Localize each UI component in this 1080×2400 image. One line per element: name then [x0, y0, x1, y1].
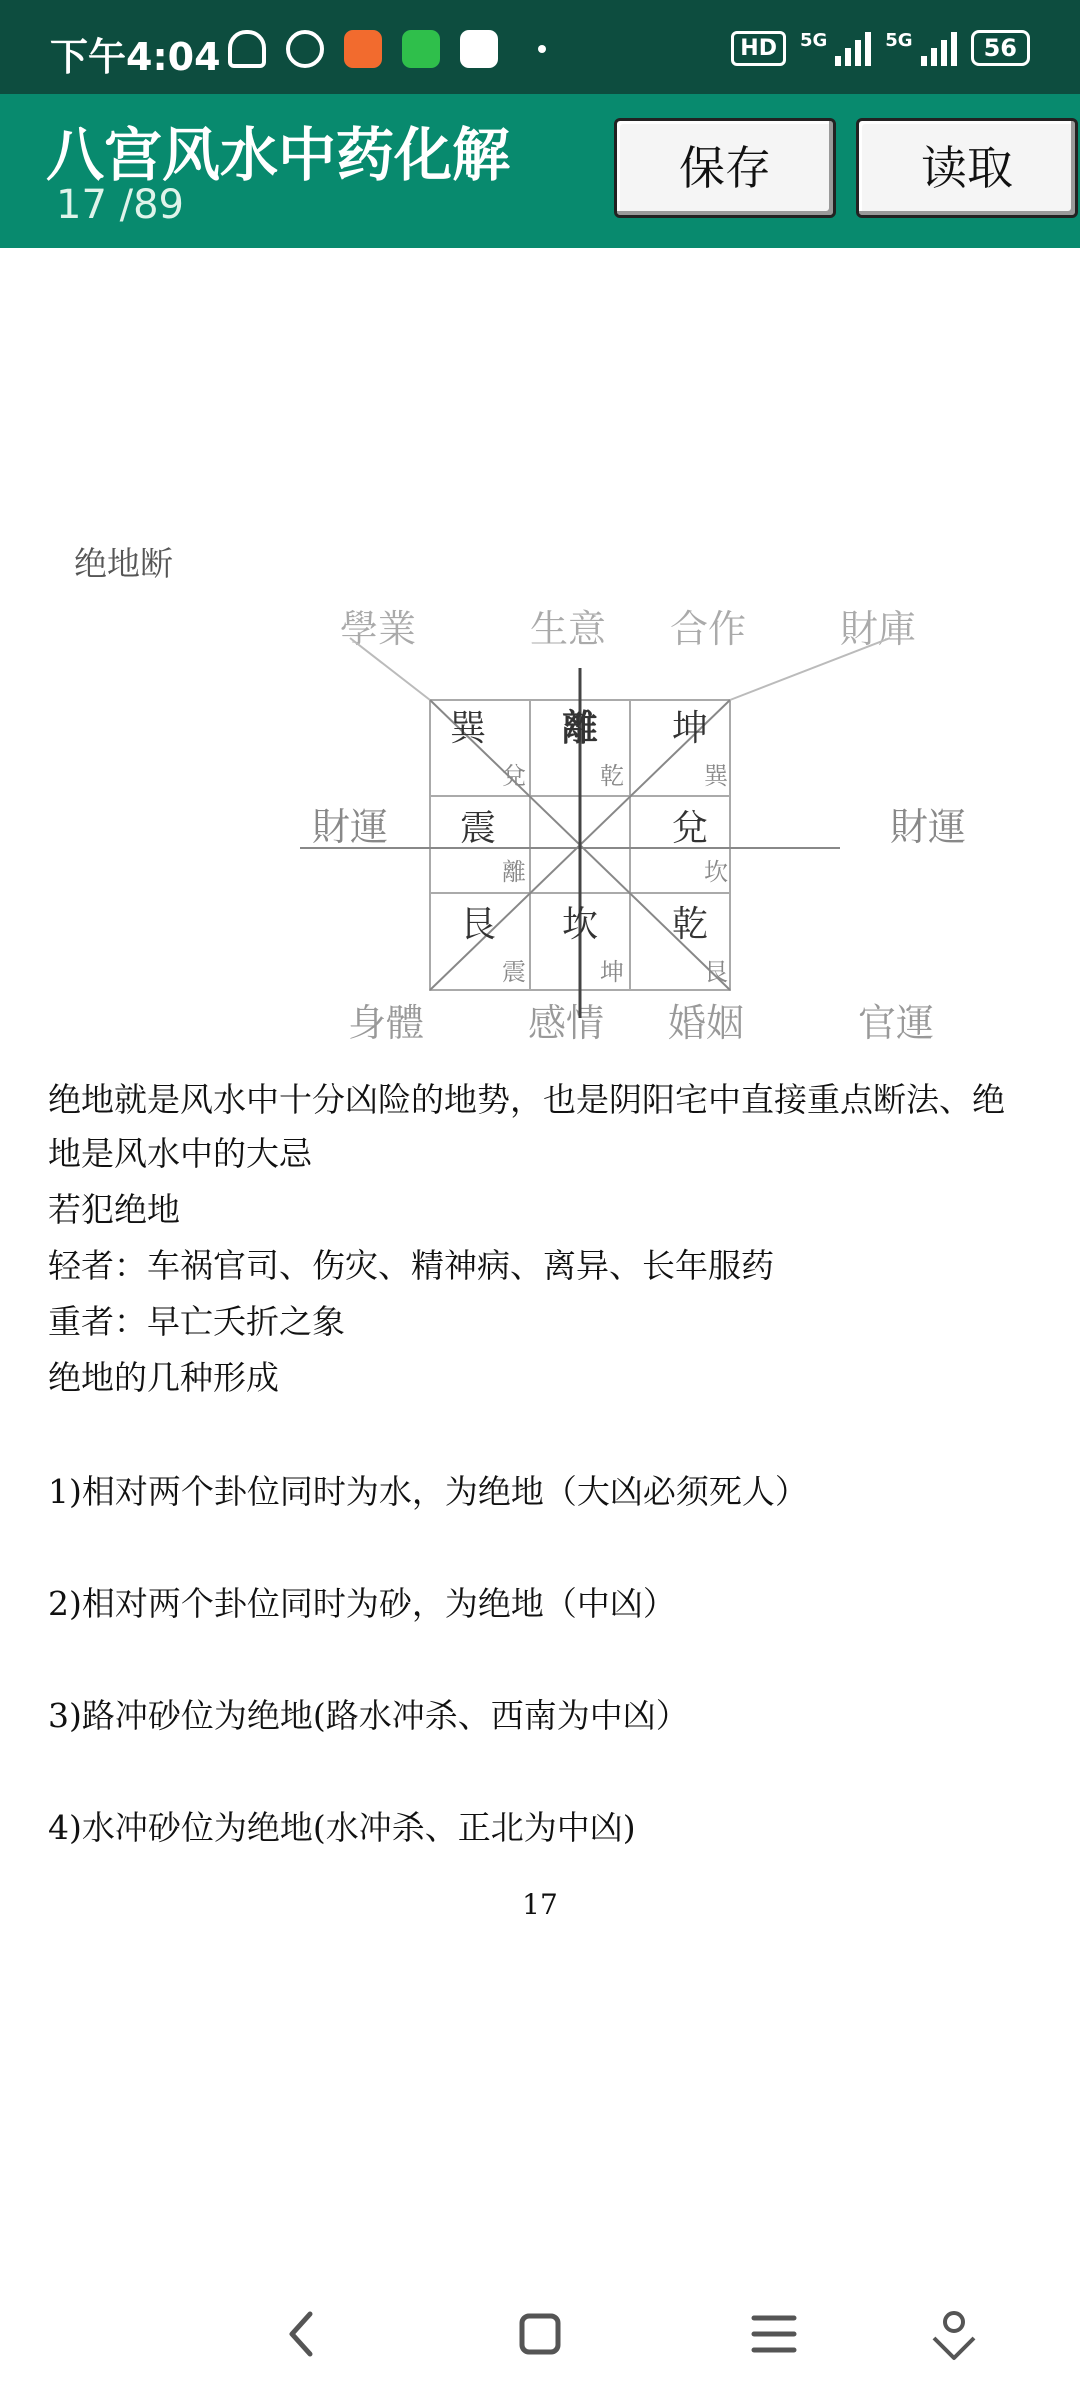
diagram-label: 感情: [528, 1001, 605, 1045]
network-label: 5G: [885, 30, 913, 51]
diagram-label: 身體: [348, 1001, 425, 1045]
cell-sub: 震: [502, 958, 526, 986]
cell-sub: 坎: [704, 858, 728, 886]
nav-bar: [0, 2268, 1080, 2400]
text-line: 轻者：车祸官司、伤灾、精神病、离异、长年服药: [48, 1246, 774, 1285]
text-line: 4)水冲砂位为绝地(水冲杀、正北为中凶): [48, 1808, 636, 1847]
cell-sub: 艮: [704, 958, 728, 986]
status-icons: [228, 30, 546, 68]
text-line: 3)路冲砂位为绝地(路水冲杀、西南为中凶）: [48, 1696, 689, 1735]
battery-icon: 56: [971, 30, 1030, 66]
alarm-icon: [286, 30, 324, 68]
cell-sub: 乾: [600, 762, 624, 790]
cell-main: 乾: [672, 904, 709, 945]
save-button[interactable]: 保存: [614, 118, 836, 218]
document-page[interactable]: [0, 248, 1080, 2268]
diagram-label: 官運: [858, 1001, 935, 1045]
text-line: 地是风水中的大忌: [48, 1134, 312, 1173]
back-icon[interactable]: [272, 2304, 332, 2364]
status-time: 下午4:04: [50, 35, 221, 79]
section-heading: 绝地断: [74, 544, 173, 583]
cell-main: 艮: [460, 904, 497, 945]
cell-sub: 離: [502, 858, 526, 886]
cell-main: 離: [562, 708, 599, 749]
load-button[interactable]: 读取: [856, 118, 1078, 218]
text-line: 2)相对两个卦位同时为砂，为绝地（中凶）: [48, 1584, 676, 1623]
network-label: 5G: [799, 30, 828, 51]
signal-icon: [835, 30, 871, 66]
diagram-label: 婚姻: [668, 1001, 745, 1045]
diagram-label: 學業: [340, 608, 417, 651]
diagram-label-left: 財運: [312, 805, 389, 849]
app-icon: [460, 30, 498, 68]
app-header: [0, 94, 1080, 248]
menu-icon[interactable]: [744, 2304, 804, 2364]
cell-main: 巽: [450, 708, 487, 749]
page-number: 17: [522, 1888, 558, 1921]
cell-sub: 巽: [704, 762, 728, 790]
diagram-top-labels: [340, 608, 916, 651]
hd-icon: HD: [731, 31, 786, 66]
status-bar: [0, 0, 1080, 94]
home-icon[interactable]: [510, 2304, 570, 2364]
diagram-bottom-labels: [348, 1001, 934, 1045]
diagram-label-right: 財運: [890, 805, 967, 849]
app-title: 八宫风水中药化解: [46, 121, 511, 189]
assistant-icon[interactable]: [924, 2304, 984, 2364]
cell-main: 坤: [672, 708, 709, 749]
cell-main: 兌: [672, 808, 709, 849]
text-line: 1)相对两个卦位同时为水，为绝地（大凶必须死人）: [48, 1472, 808, 1511]
cell-main: 坎: [562, 904, 599, 945]
cell-sub: 兌: [502, 762, 526, 790]
cell-main: 震: [460, 808, 497, 849]
app-icon: [344, 30, 382, 68]
diagram-grid: [300, 638, 890, 1018]
text-line: 绝地的几种形成: [48, 1358, 279, 1397]
bell-off-icon: [228, 30, 266, 68]
text-line: 重者：早亡夭折之象: [48, 1302, 345, 1341]
text-line: 绝地就是风水中十分凶险的地势，也是阴阳宅中直接重点断法、绝: [48, 1080, 1005, 1119]
wechat-icon: [402, 30, 440, 68]
bagua-diagram: [300, 608, 1020, 1048]
dot-icon: [538, 45, 546, 53]
signal-icon: [921, 30, 957, 66]
diagram-label: 財庫: [840, 608, 917, 651]
text-line: 若犯绝地: [48, 1190, 180, 1229]
page-indicator: 17 /89: [56, 182, 184, 228]
diagram-label: 生意: [530, 608, 607, 651]
status-right: [731, 30, 1030, 66]
diagram-label: 合作: [670, 608, 747, 651]
cell-sub: 坤: [600, 958, 624, 986]
